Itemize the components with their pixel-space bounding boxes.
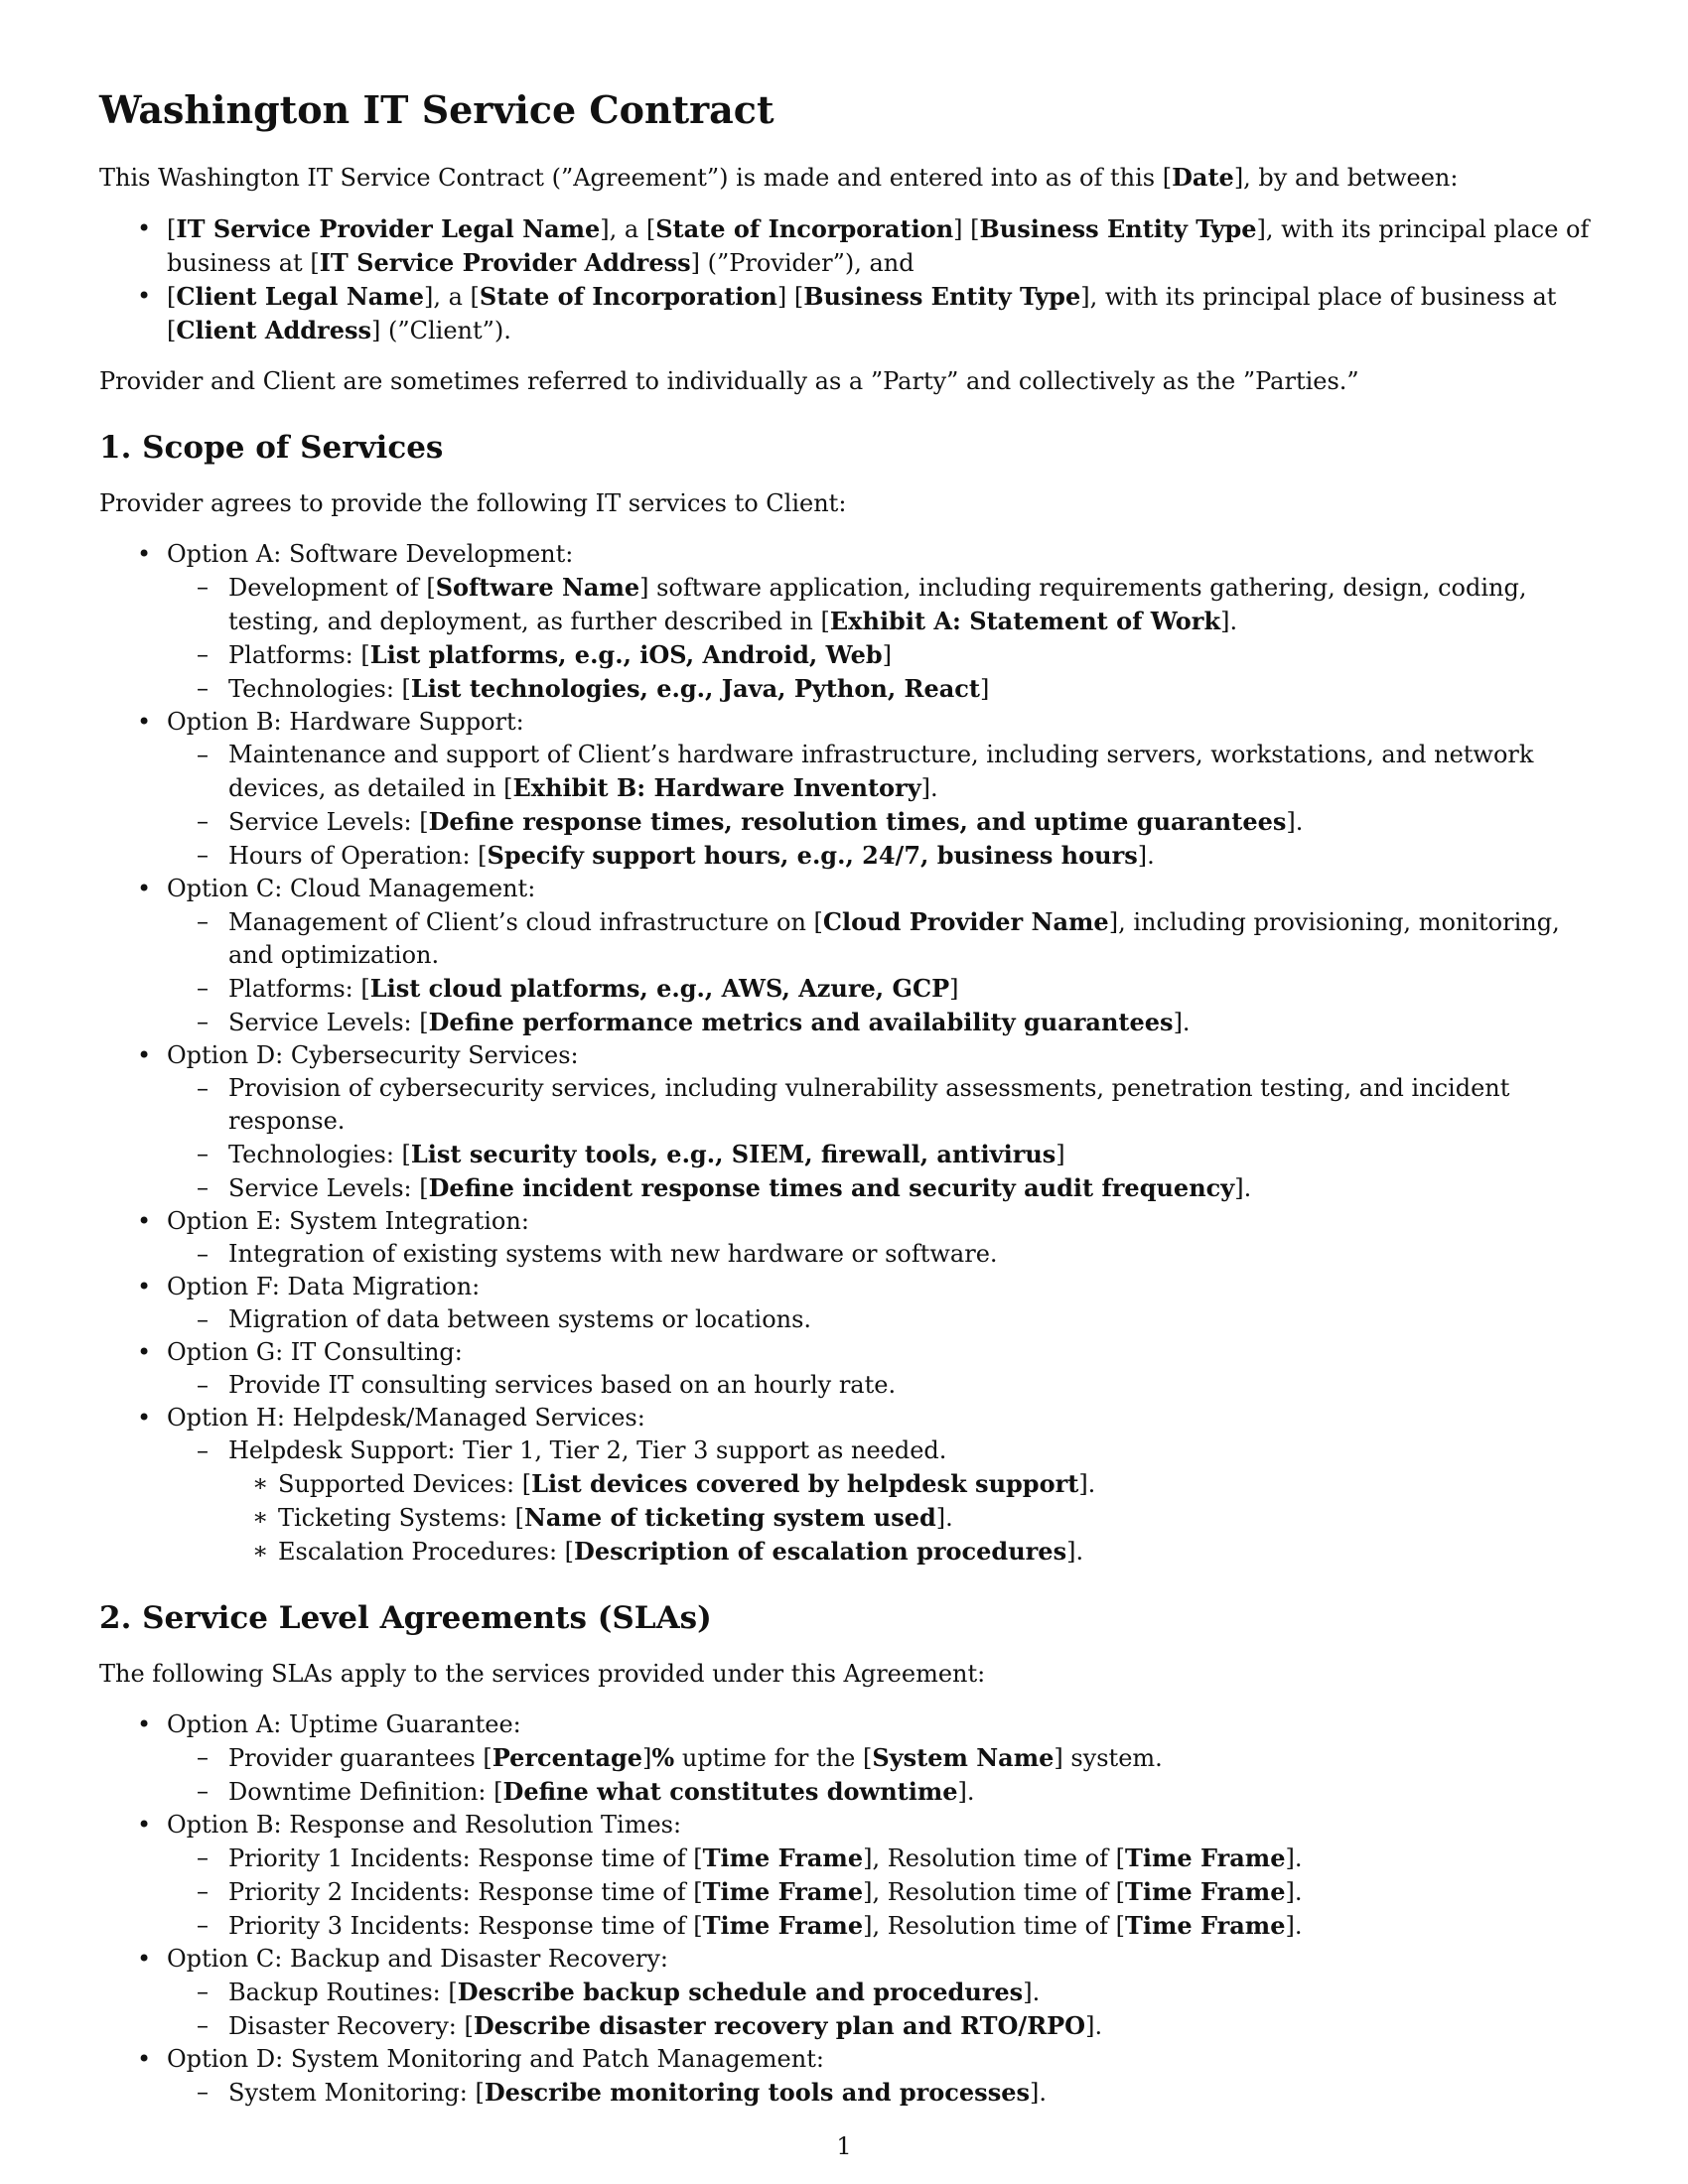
intro-paragraph: This Washington IT Service Contract (”Agreement”) is made and entered into as of this [Date], by and between:	[99, 163, 1459, 192]
scope-option-a: • Option A: Software Development: – Development of [Software Name] software application, including requirements gathering, design, coding, testing, and deployment, as further described in [Exhibit A: Statement of Work]. – Platforms: [List platforms, e.g., iOS, Android, Web] – Technologies: [List technologies, e.g., Java, Python, React]	[99, 538, 1593, 706]
list-item: – Integration of existing systems with new hardware or software.	[167, 1238, 1593, 1271]
parties-note: Provider and Client are sometimes referred to individually as a ”Party” and collectively as the ”Parties.”	[99, 367, 1359, 395]
scope-option-d: • Option D: Cybersecurity Services: – Provision of cybersecurity services, including vulnerability assessments, penetration testing, and incident response. – Technologies: [List security tools, e.g., SIEM, firewall, antivirus] – Service Levels: [Define incident response times and security audit frequency].	[99, 1039, 1593, 1205]
list-item: – Service Levels: [Define response times, resolution times, and uptime guarantees].	[167, 805, 1593, 839]
list-item: ∗ Supported Devices: [List devices covered by helpdesk support].	[228, 1467, 1593, 1501]
sla-options-list	[99, 1708, 1593, 2110]
section-heading-slas: 2. Service Level Agreements (SLAs)	[99, 1600, 712, 1636]
sla-option-b: • Option B: Response and Resolution Times: – Priority 1 Incidents: Response time of [Time Frame], Resolution time of [Time Frame]. – Priority 2 Incidents: Response time of [Time Frame], Resolution time of [Time Frame]. – Priority 3 Incidents: Response time of [Time Frame], Resolution time of [Time Frame].	[99, 1809, 1593, 1943]
sla-option-a: • Option A: Uptime Guarantee: – Provider guarantees [Percentage]% uptime for the [System Name] system. – Downtime Definition: [Define what constitutes downtime].	[99, 1708, 1593, 1809]
document-title: Washington IT Service Contract	[99, 87, 774, 132]
list-item: – System Monitoring: [Describe monitoring tools and processes].	[167, 2076, 1593, 2110]
scope-option-g: • Option G: IT Consulting: – Provide IT consulting services based on an hourly rate.	[99, 1336, 1593, 1402]
list-item: – Development of [Software Name] software application, including requirements gathering, design, coding, testing, and deployment, as further described in [Exhibit A: Statement of Work].	[167, 571, 1593, 638]
sla-option-d: • Option D: System Monitoring and Patch Management: – System Monitoring: [Describe monitoring tools and processes].	[99, 2043, 1593, 2110]
scope-option-e: • Option E: System Integration: – Integration of existing systems with new hardware or software.	[99, 1205, 1593, 1271]
list-item: – Hours of Operation: [Specify support hours, e.g., 24/7, business hours].	[167, 839, 1593, 873]
page-number: 1	[836, 2132, 852, 2160]
scope-option-h: • Option H: Helpdesk/Managed Services: – Helpdesk Support: Tier 1, Tier 2, Tier 3 support as needed. ∗ Supported Devices: [List devices covered by helpdesk support]. ∗ Ticketing Systems: [Name of ticketing system used]. ∗ Escalation Procedures: [Description of escalation procedures].	[99, 1402, 1593, 1569]
document-page	[99, 87, 1593, 2127]
list-item: – Backup Routines: [Describe backup schedule and procedures].	[167, 1976, 1593, 2009]
list-item: – Priority 2 Incidents: Response time of [Time Frame], Resolution time of [Time Frame].	[167, 1875, 1593, 1909]
list-item: ∗ Escalation Procedures: [Description of escalation procedures].	[228, 1535, 1593, 1569]
list-item: – Maintenance and support of Client’s hardware infrastructure, including servers, workstations, and network devices, as detailed in [Exhibit B: Hardware Inventory].	[167, 739, 1593, 805]
scope-option-c: • Option C: Cloud Management: – Management of Client’s cloud infrastructure on [Cloud Provider Name], including provisioning, monitoring, and optimization. – Platforms: [List cloud platforms, e.g., AWS, Azure, GCP] – Service Levels: [Define performance metrics and availability guarantees].	[99, 873, 1593, 1039]
list-item: – Provide IT consulting services based on an hourly rate.	[167, 1369, 1593, 1402]
list-item: – Priority 1 Incidents: Response time of [Time Frame], Resolution time of [Time Frame].	[167, 1842, 1593, 1875]
list-item: – Platforms: [List cloud platforms, e.g., AWS, Azure, GCP]	[167, 972, 1593, 1006]
scope-option-f: • Option F: Data Migration: – Migration of data between systems or locations.	[99, 1271, 1593, 1336]
party-client: • [Client Legal Name], a [State of Incorporation] [Business Entity Type], with its principal place of business at [Client Address] (”Client”).	[99, 280, 1593, 347]
scope-options-list	[99, 538, 1593, 1569]
section-heading-scope: 1. Scope of Services	[99, 430, 444, 466]
list-item: – Disaster Recovery: [Describe disaster recovery plan and RTO/RPO].	[167, 2009, 1593, 2043]
parties-list	[99, 212, 1593, 347]
list-item: – Management of Client’s cloud infrastructure on [Cloud Provider Name], including provisioning, monitoring, and optimization.	[167, 905, 1593, 972]
section-intro-slas: The following SLAs apply to the services provided under this Agreement:	[99, 1660, 986, 1688]
list-item: – Technologies: [List security tools, e.g., SIEM, firewall, antivirus]	[167, 1138, 1593, 1171]
list-item: – Provider guarantees [Percentage]% uptime for the [System Name] system.	[167, 1741, 1593, 1775]
list-item: – Platforms: [List platforms, e.g., iOS, Android, Web]	[167, 638, 1593, 672]
list-item: – Helpdesk Support: Tier 1, Tier 2, Tier 3 support as needed. ∗ Supported Devices: [List devices covered by helpdesk support]. ∗ Ticketing Systems: [Name of ticketing system used]. ∗ Escalation Procedures: [Description of escalation procedures].	[167, 1434, 1593, 1569]
list-item: ∗ Ticketing Systems: [Name of ticketing system used].	[228, 1501, 1593, 1535]
party-provider: • [IT Service Provider Legal Name], a [State of Incorporation] [Business Entity Type], with its principal place of business at [IT Service Provider Address] (”Provider”), and	[99, 212, 1593, 280]
list-item: – Downtime Definition: [Define what constitutes downtime].	[167, 1775, 1593, 1809]
sla-option-c: • Option C: Backup and Disaster Recovery: – Backup Routines: [Describe backup schedule and procedures]. – Disaster Recovery: [Describe disaster recovery plan and RTO/RPO].	[99, 1943, 1593, 2043]
list-item: – Priority 3 Incidents: Response time of [Time Frame], Resolution time of [Time Frame].	[167, 1909, 1593, 1943]
list-item: – Service Levels: [Define performance metrics and availability guarantees].	[167, 1006, 1593, 1039]
list-item: – Service Levels: [Define incident response times and security audit frequency].	[167, 1171, 1593, 1205]
list-item: – Migration of data between systems or locations.	[167, 1303, 1593, 1336]
scope-option-b: • Option B: Hardware Support: – Maintenance and support of Client’s hardware infrastructure, including servers, workstations, and network devices, as detailed in [Exhibit B: Hardware Inventory]. – Service Levels: [Define response times, resolution times, and uptime guarantees]. – Hours of Operation: [Specify support hours, e.g., 24/7, business hours].	[99, 706, 1593, 873]
date-placeholder: Date	[1172, 163, 1234, 192]
list-item: – Provision of cybersecurity services, including vulnerability assessments, penetration testing, and incident response.	[167, 1072, 1593, 1138]
list-item: – Technologies: [List technologies, e.g., Java, Python, React]	[167, 672, 1593, 706]
section-intro-scope: Provider agrees to provide the following IT services to Client:	[99, 489, 847, 517]
